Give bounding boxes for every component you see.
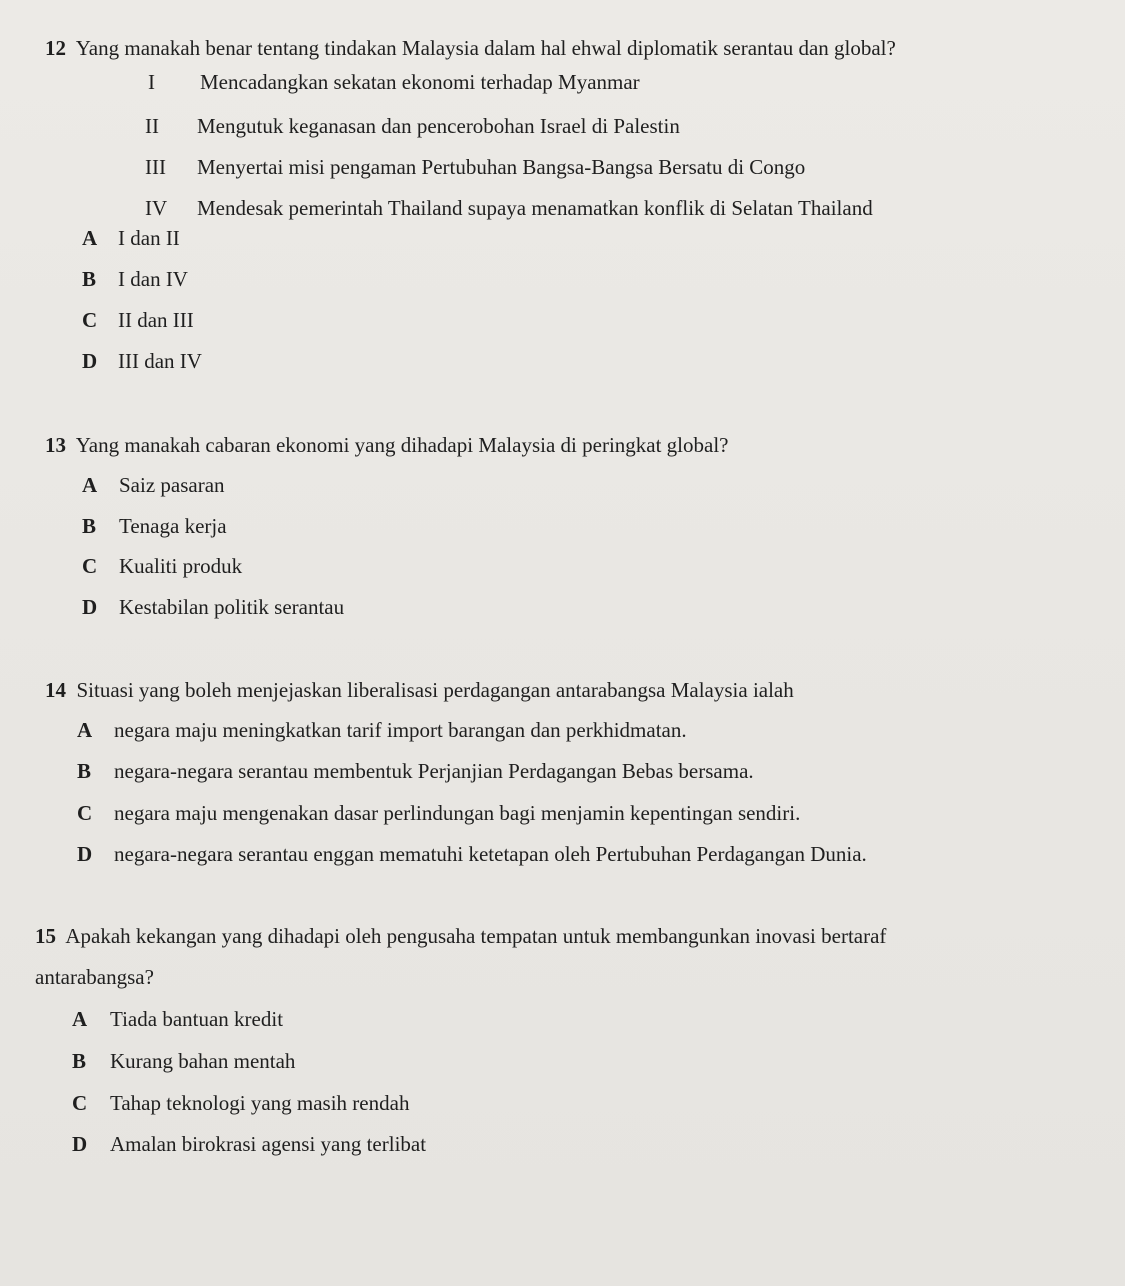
answer-option[interactable]: [72, 1090, 409, 1116]
option-text: Tahap teknologi yang masih rendah: [110, 1091, 410, 1115]
answer-option[interactable]: [82, 307, 194, 333]
question-12: [45, 35, 896, 61]
option-letter: D: [77, 842, 93, 866]
question-text: Apakah kekangan yang dihadapi oleh pengusaha tempatan untuk membangunkan inovasi bertaraf: [65, 924, 887, 948]
option-text: negara-negara serantau membentuk Perjanjian Perdagangan Bebas bersama.: [114, 759, 754, 783]
answer-option[interactable]: [77, 800, 800, 826]
answer-option[interactable]: [82, 348, 202, 374]
option-letter: C: [82, 308, 98, 332]
statement-roman: III: [145, 155, 166, 179]
question-14: [45, 677, 794, 703]
answer-option[interactable]: [82, 472, 225, 498]
answer-option[interactable]: [82, 266, 188, 292]
option-letter: B: [82, 267, 97, 291]
option-letter: D: [72, 1132, 88, 1156]
option-text: negara maju meningkatkan tarif import barangan dan perkhidmatan.: [114, 718, 687, 742]
option-text: Tiada bantuan kredit: [110, 1007, 284, 1031]
statement-text: Mencadangkan sekatan ekonomi terhadap Myanmar: [200, 70, 640, 94]
option-text: III dan IV: [118, 349, 202, 373]
answer-option[interactable]: [77, 758, 754, 784]
answer-option[interactable]: [77, 717, 687, 743]
question-text: antarabangsa?: [35, 965, 154, 989]
option-letter: B: [82, 514, 97, 538]
answer-option[interactable]: [72, 1131, 426, 1157]
question-13: [45, 432, 729, 458]
statement-roman: IV: [145, 196, 168, 220]
option-letter: B: [77, 759, 92, 783]
statement-item: [145, 195, 873, 221]
option-text: Kurang bahan mentah: [110, 1049, 296, 1073]
answer-option[interactable]: [82, 225, 180, 251]
option-text: negara-negara serantau enggan mematuhi ketetapan oleh Pertubuhan Perdagangan Dunia.: [114, 842, 867, 866]
answer-option[interactable]: [77, 841, 867, 867]
option-text: negara maju mengenakan dasar perlindungan bagi menjamin kepentingan sendiri.: [114, 801, 801, 825]
option-text: Kualiti produk: [119, 554, 243, 578]
question-text: Situasi yang boleh menjejaskan liberalisasi perdagangan antarabangsa Malaysia ialah: [76, 678, 794, 702]
option-letter: D: [82, 595, 98, 619]
question-number: 15: [35, 924, 56, 948]
question-15: [35, 923, 886, 949]
question-text: Yang manakah cabaran ekonomi yang dihadapi Malaysia di peringkat global?: [75, 433, 729, 457]
option-letter: A: [72, 1007, 88, 1031]
option-text: Tenaga kerja: [119, 514, 227, 538]
answer-option[interactable]: [82, 513, 227, 539]
option-letter: C: [77, 801, 93, 825]
option-text: Kestabilan politik serantau: [119, 595, 345, 619]
option-text: I dan IV: [118, 267, 188, 291]
answer-option[interactable]: [72, 1048, 295, 1074]
option-letter: A: [82, 226, 98, 250]
option-text: Saiz pasaran: [119, 473, 225, 497]
statement-item: [145, 113, 680, 139]
question-number: 12: [45, 36, 66, 60]
option-text: II dan III: [118, 308, 194, 332]
answer-option[interactable]: [82, 553, 242, 579]
answer-option[interactable]: [72, 1006, 283, 1032]
option-letter: C: [72, 1091, 88, 1115]
statement-text: Menyertai misi pengaman Pertubuhan Bangsa-Bangsa Bersatu di Congo: [197, 155, 806, 179]
question-number: 13: [45, 433, 66, 457]
statement-roman: I: [148, 70, 155, 94]
option-letter: D: [82, 349, 98, 373]
option-letter: C: [82, 554, 98, 578]
question-text: Yang manakah benar tentang tindakan Malaysia dalam hal ehwal diplomatik serantau dan global?: [75, 36, 896, 60]
statement-text: Mendesak pemerintah Thailand supaya menamatkan konflik di Selatan Thailand: [197, 196, 873, 220]
option-letter: A: [77, 718, 93, 742]
option-letter: B: [72, 1049, 87, 1073]
statement-text: Mengutuk keganasan dan pencerobohan Israel di Palestin: [197, 114, 680, 138]
statement-item: [145, 154, 805, 180]
question-15-continuation: [35, 964, 154, 990]
statement-item: [148, 69, 640, 95]
statement-roman: II: [145, 114, 159, 138]
option-text: Amalan birokrasi agensi yang terlibat: [110, 1132, 427, 1156]
option-text: I dan II: [118, 226, 180, 250]
answer-option[interactable]: [82, 594, 344, 620]
option-letter: A: [82, 473, 98, 497]
question-number: 14: [45, 678, 66, 702]
